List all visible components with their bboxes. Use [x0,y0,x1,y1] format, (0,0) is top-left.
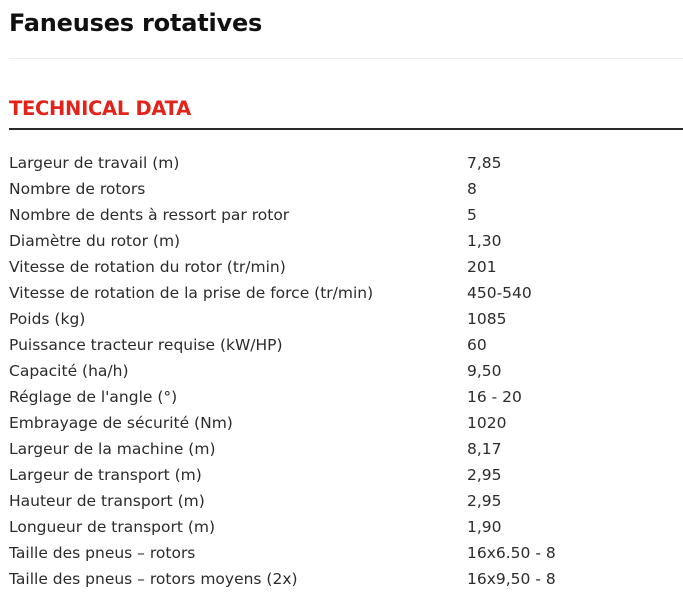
spec-value: 16x9,50 - 8 [467,570,556,588]
spec-value: 8 [467,180,477,198]
spec-label: Taille des pneus – rotors [9,544,196,562]
spec-table [9,150,683,592]
spec-label: Nombre de rotors [9,180,146,198]
spec-label: Largeur de la machine (m) [9,440,216,458]
spec-value: 1,30 [467,232,502,250]
spec-value: 2,95 [467,492,502,510]
section-heading: TECHNICAL DATA [9,97,191,120]
spec-value: 8,17 [467,440,502,458]
table-row [9,462,683,488]
spec-label: Embrayage de sécurité (Nm) [9,414,233,432]
spec-value: 7,85 [467,154,502,172]
page-title: Faneuses rotatives [9,9,263,37]
spec-value: 16 - 20 [467,388,522,406]
spec-label: Longueur de transport (m) [9,518,216,536]
spec-value: 1,90 [467,518,502,536]
spec-label: Vitesse de rotation de la prise de force (tr/min) [9,284,374,302]
table-row [9,436,683,462]
spec-label: Réglage de l'angle (°) [9,388,178,406]
table-row [9,488,683,514]
table-row [9,540,683,566]
section-rule [9,128,683,130]
spec-value: 450-540 [467,284,532,302]
spec-label: Nombre de dents à ressort par rotor [9,206,290,224]
table-row [9,514,683,540]
spec-label: Diamètre du rotor (m) [9,232,181,250]
table-row [9,202,683,228]
spec-label: Puissance tracteur requise (kW/HP) [9,336,283,354]
table-row [9,228,683,254]
spec-label: Taille des pneus – rotors moyens (2x) [9,570,298,588]
spec-value: 1020 [467,414,507,432]
spec-value: 201 [467,258,497,276]
table-row [9,384,683,410]
table-row [9,566,683,592]
spec-label: Vitesse de rotation du rotor (tr/min) [9,258,286,276]
spec-label: Poids (kg) [9,310,86,328]
table-row [9,358,683,384]
spec-value: 16x6.50 - 8 [467,544,556,562]
table-row [9,410,683,436]
spec-label: Largeur de transport (m) [9,466,202,484]
spec-value: 9,50 [467,362,502,380]
spec-label: Largeur de travail (m) [9,154,180,172]
spec-value: 5 [467,206,477,224]
table-row [9,150,683,176]
table-row [9,176,683,202]
spec-value: 2,95 [467,466,502,484]
table-row [9,332,683,358]
table-row [9,280,683,306]
title-divider [9,58,683,59]
table-row [9,306,683,332]
spec-label: Capacité (ha/h) [9,362,129,380]
table-row [9,254,683,280]
spec-value: 1085 [467,310,507,328]
spec-label: Hauteur de transport (m) [9,492,205,510]
spec-value: 60 [467,336,487,354]
